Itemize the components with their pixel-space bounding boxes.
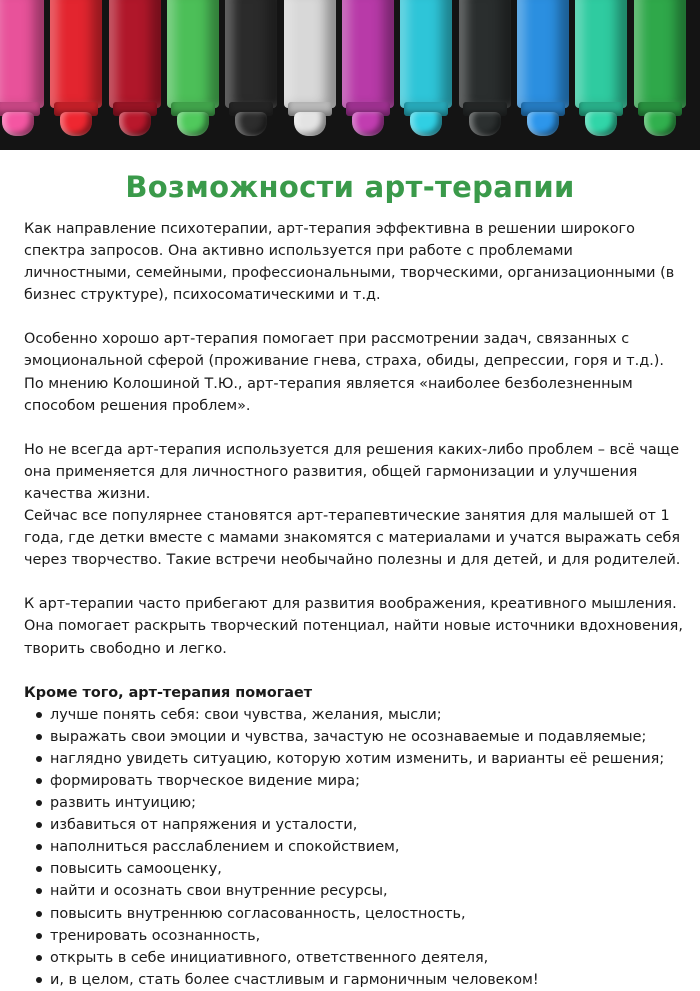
marker-nib	[235, 112, 267, 136]
bullet-icon	[36, 844, 42, 850]
benefit-item	[36, 969, 684, 991]
marker-body	[575, 0, 627, 108]
marker-nib	[410, 112, 442, 136]
marker-body	[225, 0, 277, 108]
benefit-item	[36, 792, 684, 814]
marker-pen	[400, 0, 452, 150]
benefit-item	[36, 726, 684, 748]
marker-body	[50, 0, 102, 108]
paragraph-gap	[24, 306, 684, 328]
marker-pen	[225, 0, 277, 150]
paragraph-gap	[24, 571, 684, 593]
paragraph-kids: Сейчас все популярнее становятся арт-терапевтические занятия для малышей от 1 года, где детки вместе с мамами знакомятся с материалами и учатся выражать себя через творчество. Такие встречи необычайно полезны и для детей, и для родителей.	[24, 508, 681, 569]
paragraph-creativity: К арт-терапии часто прибегают для развития воображения, креативного мышления. Она помогает раскрыть творческий потенциал, найти новые источники вдохновения, творить свободно и легко.	[24, 596, 683, 657]
bullet-icon	[36, 822, 42, 828]
marker-body	[0, 0, 44, 108]
benefit-item	[36, 947, 684, 969]
bullet-icon	[36, 778, 42, 784]
benefit-text: развить интуицию;	[50, 795, 197, 812]
markers-banner	[0, 0, 700, 150]
benefit-text: повысить внутреннюю согласованность, целостность,	[50, 905, 466, 922]
benefits-list	[24, 704, 684, 991]
benefit-text: лучше понять себя: свои чувства, желания, мысли;	[50, 706, 442, 723]
benefit-item	[36, 704, 684, 726]
marker-nib	[585, 112, 617, 136]
benefit-text: и, в целом, стать более счастливым и гармоничным человеком!	[50, 971, 539, 988]
benefit-item	[36, 836, 684, 858]
bullet-icon	[36, 866, 42, 872]
marker-pen	[459, 0, 511, 150]
bullet-icon	[36, 756, 42, 762]
marker-body	[109, 0, 161, 108]
benefit-text: тренировать осознанность,	[50, 927, 261, 944]
bullet-icon	[36, 977, 42, 983]
marker-nib	[2, 112, 34, 136]
benefit-item	[36, 770, 684, 792]
marker-pen	[50, 0, 102, 150]
marker-body	[634, 0, 686, 108]
benefit-item	[36, 814, 684, 836]
benefit-item	[36, 903, 684, 925]
bullet-icon	[36, 888, 42, 894]
marker-nib	[352, 112, 384, 136]
paragraph-development: Но не всегда арт-терапия используется для решения каких-либо проблем – всё чаще она применяется для личностного развития, общей гармонизации и улучшения качества жизни.	[24, 441, 680, 502]
marker-nib	[119, 112, 151, 136]
benefit-text: выражать свои эмоции и чувства, зачастую не осознаваемые и подавляемые;	[50, 728, 647, 745]
benefit-text: избавиться от напряжения и усталости,	[50, 817, 358, 834]
marker-nib	[644, 112, 676, 136]
bullet-icon	[36, 734, 42, 740]
marker-nib	[469, 112, 501, 136]
marker-body	[517, 0, 569, 108]
paragraph-intro: Как направление психотерапии, арт-терапия эффективна в решении широкого спектра запросов. Она активно используется при работе с проблемами личностными, семейными, профессиональными, творческими, организационными (в бизнес структуре), психосоматическими и т.д.	[24, 221, 675, 304]
marker-body	[167, 0, 219, 108]
bullet-icon	[36, 800, 42, 806]
marker-pen	[0, 0, 44, 150]
marker-pen	[634, 0, 686, 150]
benefit-text: найти и осознать свои внутренние ресурсы,	[50, 883, 388, 900]
marker-pen	[109, 0, 161, 150]
article-body	[24, 218, 684, 991]
bullet-icon	[36, 712, 42, 718]
marker-pen	[167, 0, 219, 150]
marker-body	[342, 0, 394, 108]
paragraph-gap	[24, 660, 684, 682]
marker-nib	[177, 112, 209, 136]
marker-body	[400, 0, 452, 108]
bullet-icon	[36, 911, 42, 917]
marker-nib	[294, 112, 326, 136]
paragraph-gap	[24, 417, 684, 439]
bullet-icon	[36, 955, 42, 961]
benefit-item	[36, 748, 684, 770]
marker-pen	[575, 0, 627, 150]
benefit-text: наглядно увидеть ситуацию, которую хотим изменить, и варианты её решения;	[50, 750, 665, 767]
benefit-text: открыть в себе инициативного, ответственного деятеля,	[50, 949, 489, 966]
marker-pen	[517, 0, 569, 150]
benefits-heading: Кроме того, арт-терапия помогает	[24, 684, 313, 701]
marker-pen	[342, 0, 394, 150]
page-title: Возможности арт-терапии	[125, 170, 575, 204]
paragraph-emotions: Особенно хорошо арт-терапия помогает при рассмотрении задач, связанных с эмоциональной сферой (проживание гнева, страха, обиды, депрессии, горя и т.д.). По мнению Колошиной Т.Ю., арт-терапия является «наиболее безболезненным способом решения проблем».	[24, 331, 664, 414]
benefit-item	[36, 925, 684, 947]
marker-nib	[527, 112, 559, 136]
marker-pen	[284, 0, 336, 150]
benefit-text: наполниться расслаблением и спокойствием,	[50, 839, 400, 856]
marker-nib	[60, 112, 92, 136]
benefit-item	[36, 880, 684, 902]
marker-body	[284, 0, 336, 108]
benefit-text: повысить самооценку,	[50, 861, 222, 878]
bullet-icon	[36, 933, 42, 939]
benefit-text: формировать творческое видение мира;	[50, 772, 360, 789]
benefit-item	[36, 858, 684, 880]
marker-body	[459, 0, 511, 108]
